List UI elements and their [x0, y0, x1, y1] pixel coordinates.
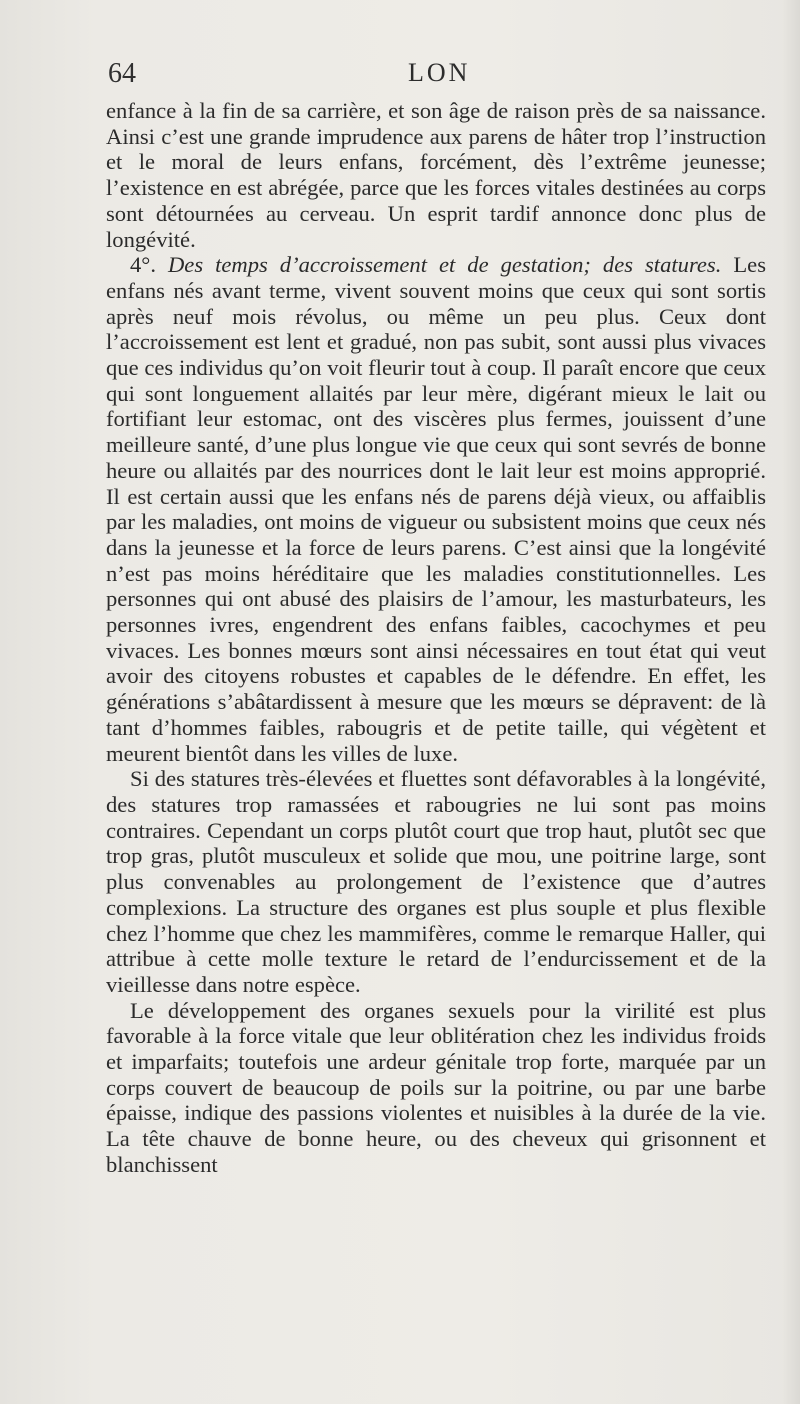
page-header	[108, 58, 766, 94]
paragraph-text: Le développement des organes sexuels pour la virilité est plus favorable à la force vitale que leur oblitération chez les individus froids et imparfaits; toutefois une ardeur génitale trop forte, marquée par un corps couvert de beaucoup de poils sur la poitrine, ou par une barbe épaisse, indique des passions violentes et nuisibles à la durée de la vie. La tête chauve de bonne heure, ou des cheveux qui grisonnent et blanchissent	[106, 997, 766, 1177]
section-heading: Des temps d’accroissement et de gestation; des statures.	[167, 252, 722, 278]
paragraph-text: enfance à la fin de sa carrière, et son âge de raison près de sa naissance. Ainsi c’est une grande imprudence aux parens de hâter trop l’instruction et le moral de leurs enfans, forcément, dès l’extrême jeunesse; l’existence en est abrégée, parce que les forces vitales destinées au corps sont détournées au cerveau. Un esprit tardif annonce donc plus de longévité.	[106, 98, 766, 252]
body-text	[106, 98, 766, 1178]
section-number: 4°.	[130, 252, 156, 278]
running-head: LON	[408, 58, 471, 87]
page-edge-shadow	[782, 0, 800, 1404]
paragraph-2	[106, 252, 766, 766]
paragraph-4	[106, 998, 766, 1178]
paragraph-text: Si des statures très-élevées et fluettes sont défavorables à la longévité, des statures trop ramassées et rabougries ne lui sont pas moins contraires. Cependant un corps plutôt court que trop haut, plutôt sec que trop gras, plutôt musculeux et solide que mou, une poitrine large, sont plus convenables au prolongement de l’existence que d’autres complexions. La structure des organes est plus souple et plus flexible chez l’homme que chez les mammifères, comme le remarque Haller, qui attribue à cette molle texture le retard de l’endurcissement et de la vieillesse dans notre espèce.	[106, 766, 766, 997]
paragraph-3	[106, 766, 766, 997]
page-number: 64	[108, 58, 136, 89]
paragraph-text: Les enfans nés avant terme, vivent souvent moins que ceux qui sont sortis après neuf mois révolus, ou même un peu plus. Ceux dont l’accroissement est lent et gradué, non pas subit, sont aussi plus vivaces que ces individus qu’on voit fleurir tout à coup. Il paraît encore que ceux qui sont longuement allaités par leur mère, digérant mieux le lait ou fortifiant leur estomac, ont des viscères plus fermes, jouissent d’une meilleure santé, d’une plus longue vie que ceux qui sont sevrés de bonne heure ou allaités par des nourrices dont le lait leur est moins approprié. Il est certain aussi que les enfans nés de parens déjà vieux, ou affaiblis par les maladies, ont moins de vigueur ou subsistent moins que ceux nés dans la jeunesse et la force de leurs parens. C’est ainsi que la longévité n’est pas moins héréditaire que les maladies constitutionnelles. Les personnes qui ont abusé des plaisirs de l’amour, les masturbateurs, les personnes ivres, engendrent des enfans faibles, cacochymes et peu vivaces. Les bonnes mœurs sont ainsi nécessaires en tout état qui veut avoir des citoyens robustes et capables de le défendre. En effet, les générations s’abâtardissent à mesure que les mœurs se dépravent: de là tant d’hommes faibles, rabougris et de petite taille, qui végètent et meurent bientôt dans les villes de luxe.	[106, 252, 766, 766]
paragraph-1	[106, 98, 766, 252]
